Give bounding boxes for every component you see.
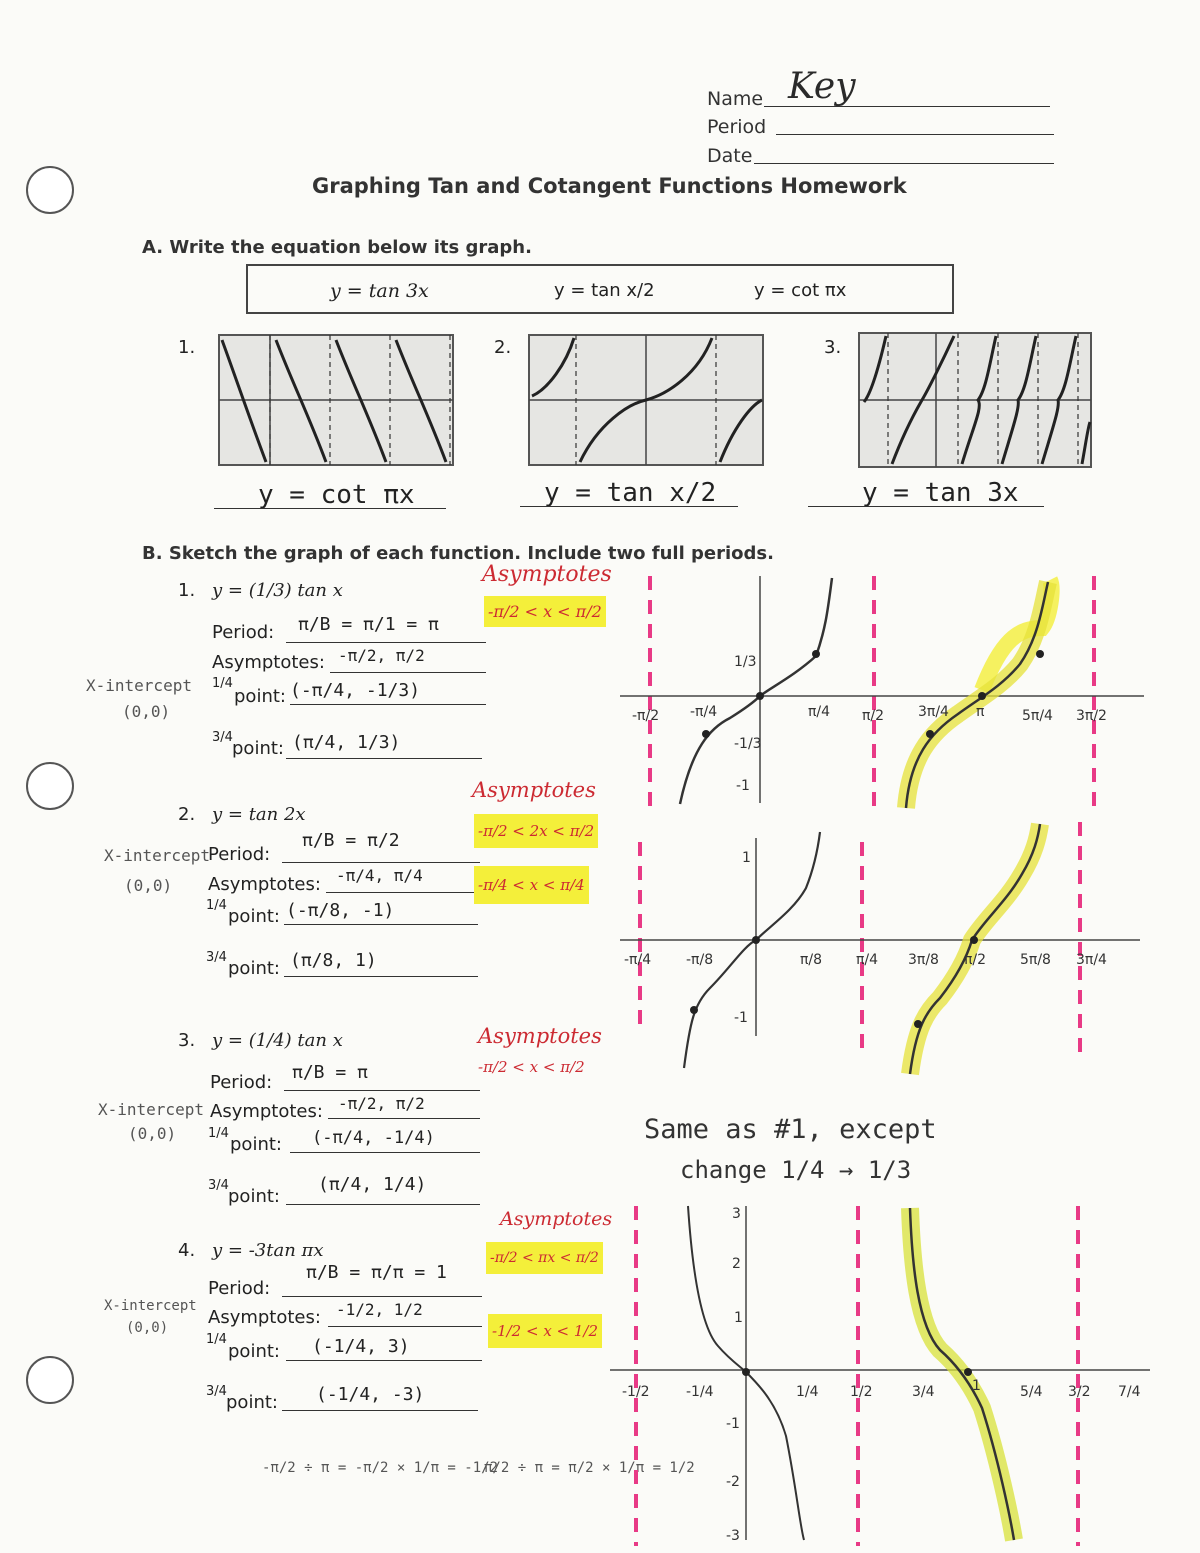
name-line (764, 106, 1050, 107)
g4-ytick-4: -1 (726, 1416, 740, 1432)
b3-asym-title: Asymptotes (478, 1024, 602, 1048)
b4-function: y = -3tan πx (212, 1240, 324, 1261)
g4-xtick-7: 5/4 (1020, 1384, 1043, 1400)
b3-frac34: 3/4 (208, 1178, 229, 1193)
b2-p14-value: (-π/8, -1) (286, 900, 395, 921)
b3-period-value: π/B = π (292, 1062, 368, 1083)
b4-p14-label: point: (228, 1341, 280, 1362)
answer-3: y = tan 3x (862, 478, 1019, 508)
g4-xtick-3: 1/4 (796, 1384, 819, 1400)
same-note-line2: change 1/4 → 1/3 (680, 1156, 912, 1184)
b2-function: y = tan 2x (212, 804, 306, 825)
b3-asym-ineq: -π/2 < x < π/2 (478, 1058, 585, 1076)
b1-p14-label: point: (234, 686, 286, 707)
b3-asym-line (328, 1118, 480, 1119)
g4-ytick-5: -2 (726, 1474, 740, 1490)
work-note-2: π/2 ÷ π = π/2 × 1/π = 1/2 (484, 1460, 695, 1476)
b4-period-line (282, 1296, 482, 1297)
binder-hole-bottom (26, 1356, 74, 1404)
b4-period-label: Period: (208, 1278, 271, 1299)
b3-frac14: 1/4 (208, 1126, 229, 1141)
b4-asym-line (328, 1326, 482, 1327)
name-value: Key (788, 66, 856, 107)
binder-hole-top (26, 166, 74, 214)
b2-asym-label: Asymptotes: (208, 874, 321, 895)
g4-xtick-8: 3/2 (1068, 1384, 1091, 1400)
b3-p14-line (290, 1152, 480, 1153)
graph-1-number: 1. (178, 337, 196, 358)
g2-xtick-8: 3π/4 (1076, 952, 1107, 968)
b1-asym-value: -π/2, π/2 (338, 646, 425, 665)
b3-p34-line (286, 1204, 480, 1205)
b2-p14-line (284, 924, 478, 925)
g4-ytick-1: 3 (732, 1206, 741, 1222)
answer-2: y = tan x/2 (544, 478, 717, 508)
b4-p34-label: point: (226, 1392, 278, 1413)
binder-hole-middle (26, 762, 74, 810)
graph-a3-tan-3x (858, 332, 1092, 468)
sketch-graph-1 (610, 568, 1150, 818)
b4-asym-label: Asymptotes: (208, 1307, 321, 1328)
g2-xtick-7: 5π/8 (1020, 952, 1051, 968)
b2-period-line (282, 862, 480, 863)
part-a-heading: A. Write the equation below its graph. (142, 237, 532, 258)
b1-frac34: 3/4 (212, 730, 233, 745)
b2-asym-line (326, 892, 480, 893)
choice-1: y = tan 3x (330, 280, 429, 302)
g1-ytick-3: -1 (736, 778, 750, 794)
g1-xtick-8: 3π/2 (1076, 708, 1107, 724)
g4-xtick-4: 1/2 (850, 1384, 873, 1400)
g2-xtick-5: 3π/8 (908, 952, 939, 968)
g2-xtick-6: π/2 (964, 952, 987, 968)
answer-2-line (520, 506, 738, 507)
b3-p34-value: (π/4, 1/4) (318, 1174, 427, 1195)
b4-asym-title: Asymptotes (500, 1208, 613, 1230)
g2-xtick-4: π/4 (856, 952, 879, 968)
b3-p34-label: point: (228, 1186, 280, 1207)
answer-1-line (214, 508, 446, 509)
b4-asym-value: -1/2, 1/2 (336, 1300, 423, 1319)
g1-xtick-3: π/4 (808, 704, 831, 720)
b2-asym-value: -π/4, π/4 (336, 866, 423, 885)
b4-period-value: π/B = π/π = 1 (306, 1262, 447, 1283)
answer-1: y = cot πx (258, 480, 415, 510)
b2-p34-line (284, 976, 478, 977)
b1-xint-title: X-intercept (86, 676, 192, 695)
g4-xtick-6: 1 (972, 1378, 981, 1394)
b1-frac14: 1/4 (212, 676, 233, 691)
b1-asym-line (330, 672, 486, 673)
date-line (754, 163, 1054, 164)
g2-ytick-1: 1 (742, 850, 751, 866)
b2-asym-ineq2: -π/4 < x < π/4 (474, 866, 589, 904)
g4-ytick-3: 1 (734, 1310, 743, 1326)
b4-p14-value: (-1/4, 3) (312, 1336, 410, 1357)
g1-ytick-2: -1/3 (734, 736, 762, 752)
b2-asym-ineq1: -π/2 < 2x < π/2 (474, 814, 598, 848)
g4-ytick-6: -3 (726, 1528, 740, 1544)
period-line (776, 134, 1054, 135)
b4-xint-value: (0,0) (126, 1320, 169, 1336)
g1-xtick-1: -π/2 (632, 708, 660, 724)
b2-frac34: 3/4 (206, 950, 227, 965)
b2-number: 2. (178, 804, 196, 825)
graph-3-number: 3. (824, 337, 842, 358)
sketch-graph-4 (600, 1196, 1160, 1548)
b2-frac14: 1/4 (206, 898, 227, 913)
b3-period-line (284, 1090, 480, 1091)
b1-p14-value: (-π/4, -1/3) (290, 680, 421, 701)
b2-p34-label: point: (228, 958, 280, 979)
b4-asym-ineq2: -1/2 < x < 1/2 (488, 1314, 602, 1348)
g4-xtick-2: -1/4 (686, 1384, 714, 1400)
g1-xtick-6: π (976, 704, 985, 720)
b1-xint-value: (0,0) (122, 702, 171, 721)
date-label: Date (707, 145, 753, 167)
b1-period-line (286, 642, 486, 643)
g4-xtick-9: 7/4 (1118, 1384, 1141, 1400)
g1-xtick-4: π/2 (862, 708, 885, 724)
b1-p34-label: point: (232, 738, 284, 759)
b3-xint-value: (0,0) (128, 1124, 177, 1143)
graph-a2-tan-half (528, 334, 764, 466)
b3-asym-label: Asymptotes: (210, 1101, 323, 1122)
b1-number: 1. (178, 580, 196, 601)
g1-xtick-2: -π/4 (690, 704, 718, 720)
name-label: Name (707, 88, 764, 110)
b3-asym-value: -π/2, π/2 (338, 1094, 425, 1113)
b4-xint-title: X-intercept (104, 1298, 197, 1314)
period-label: Period (707, 116, 767, 138)
b4-frac34: 3/4 (206, 1384, 227, 1399)
b4-p14-line (286, 1360, 482, 1361)
b1-asym-title: Asymptotes (482, 562, 612, 587)
b2-p34-value: (π/8, 1) (290, 950, 377, 971)
answer-3-line (808, 506, 1044, 507)
g4-xtick-5: 3/4 (912, 1384, 935, 1400)
b3-period-label: Period: (210, 1072, 273, 1093)
b4-p34-line (282, 1410, 478, 1411)
b3-number: 3. (178, 1030, 196, 1051)
same-note-line1: Same as #1, except (644, 1114, 937, 1145)
b1-asym-ineq: -π/2 < x < π/2 (484, 596, 606, 627)
g2-xtick-3: π/8 (800, 952, 823, 968)
part-b-heading: B. Sketch the graph of each function. Include two full periods. (142, 543, 774, 564)
b1-p34-line (286, 758, 482, 759)
b1-p14-line (290, 704, 486, 705)
work-note-1: -π/2 ÷ π = -π/2 × 1/π = -1/2 (262, 1460, 499, 1476)
sketch-graph-2 (610, 818, 1150, 1080)
choice-3: y = cot πx (754, 280, 847, 301)
b3-p14-value: (-π/4, -1/4) (312, 1128, 435, 1148)
b3-function: y = (1/4) tan x (212, 1030, 343, 1051)
g1-ytick-1: 1/3 (734, 654, 757, 670)
b1-p34-value: (π/4, 1/3) (292, 732, 401, 753)
b3-xint-title: X-intercept (98, 1100, 204, 1119)
b2-period-label: Period: (208, 844, 271, 865)
g2-xtick-2: -π/8 (686, 952, 714, 968)
g4-xtick-1: -1/2 (622, 1384, 650, 1400)
b1-function: y = (1/3) tan x (212, 580, 343, 601)
page-title: Graphing Tan and Cotangent Functions Homework (312, 174, 907, 198)
b4-asym-ineq1: -π/2 < πx < π/2 (486, 1242, 603, 1274)
g1-xtick-7: 5π/4 (1022, 708, 1053, 724)
g2-xtick-1: -π/4 (624, 952, 652, 968)
choice-2: y = tan x/2 (554, 280, 655, 301)
b2-xint-title: X-intercept (104, 846, 210, 865)
b4-p34-value: (-1/4, -3) (316, 1384, 425, 1405)
b1-asym-label: Asymptotes: (212, 652, 325, 673)
graph-a1-cot (218, 334, 454, 466)
g1-xtick-5: 3π/4 (918, 704, 949, 720)
b2-asym-title: Asymptotes (472, 778, 596, 802)
b1-period-label: Period: (212, 622, 275, 643)
b1-period-value: π/B = π/1 = π (298, 614, 439, 635)
b3-p14-label: point: (230, 1134, 282, 1155)
b2-xint-value: (0,0) (124, 876, 173, 895)
g2-ytick-2: -1 (734, 1010, 748, 1026)
g4-ytick-2: 2 (732, 1256, 741, 1272)
b4-number: 4. (178, 1240, 196, 1261)
b2-p14-label: point: (228, 906, 280, 927)
graph-2-number: 2. (494, 337, 512, 358)
b2-period-value: π/B = π/2 (302, 830, 400, 851)
b4-frac14: 1/4 (206, 1332, 227, 1347)
